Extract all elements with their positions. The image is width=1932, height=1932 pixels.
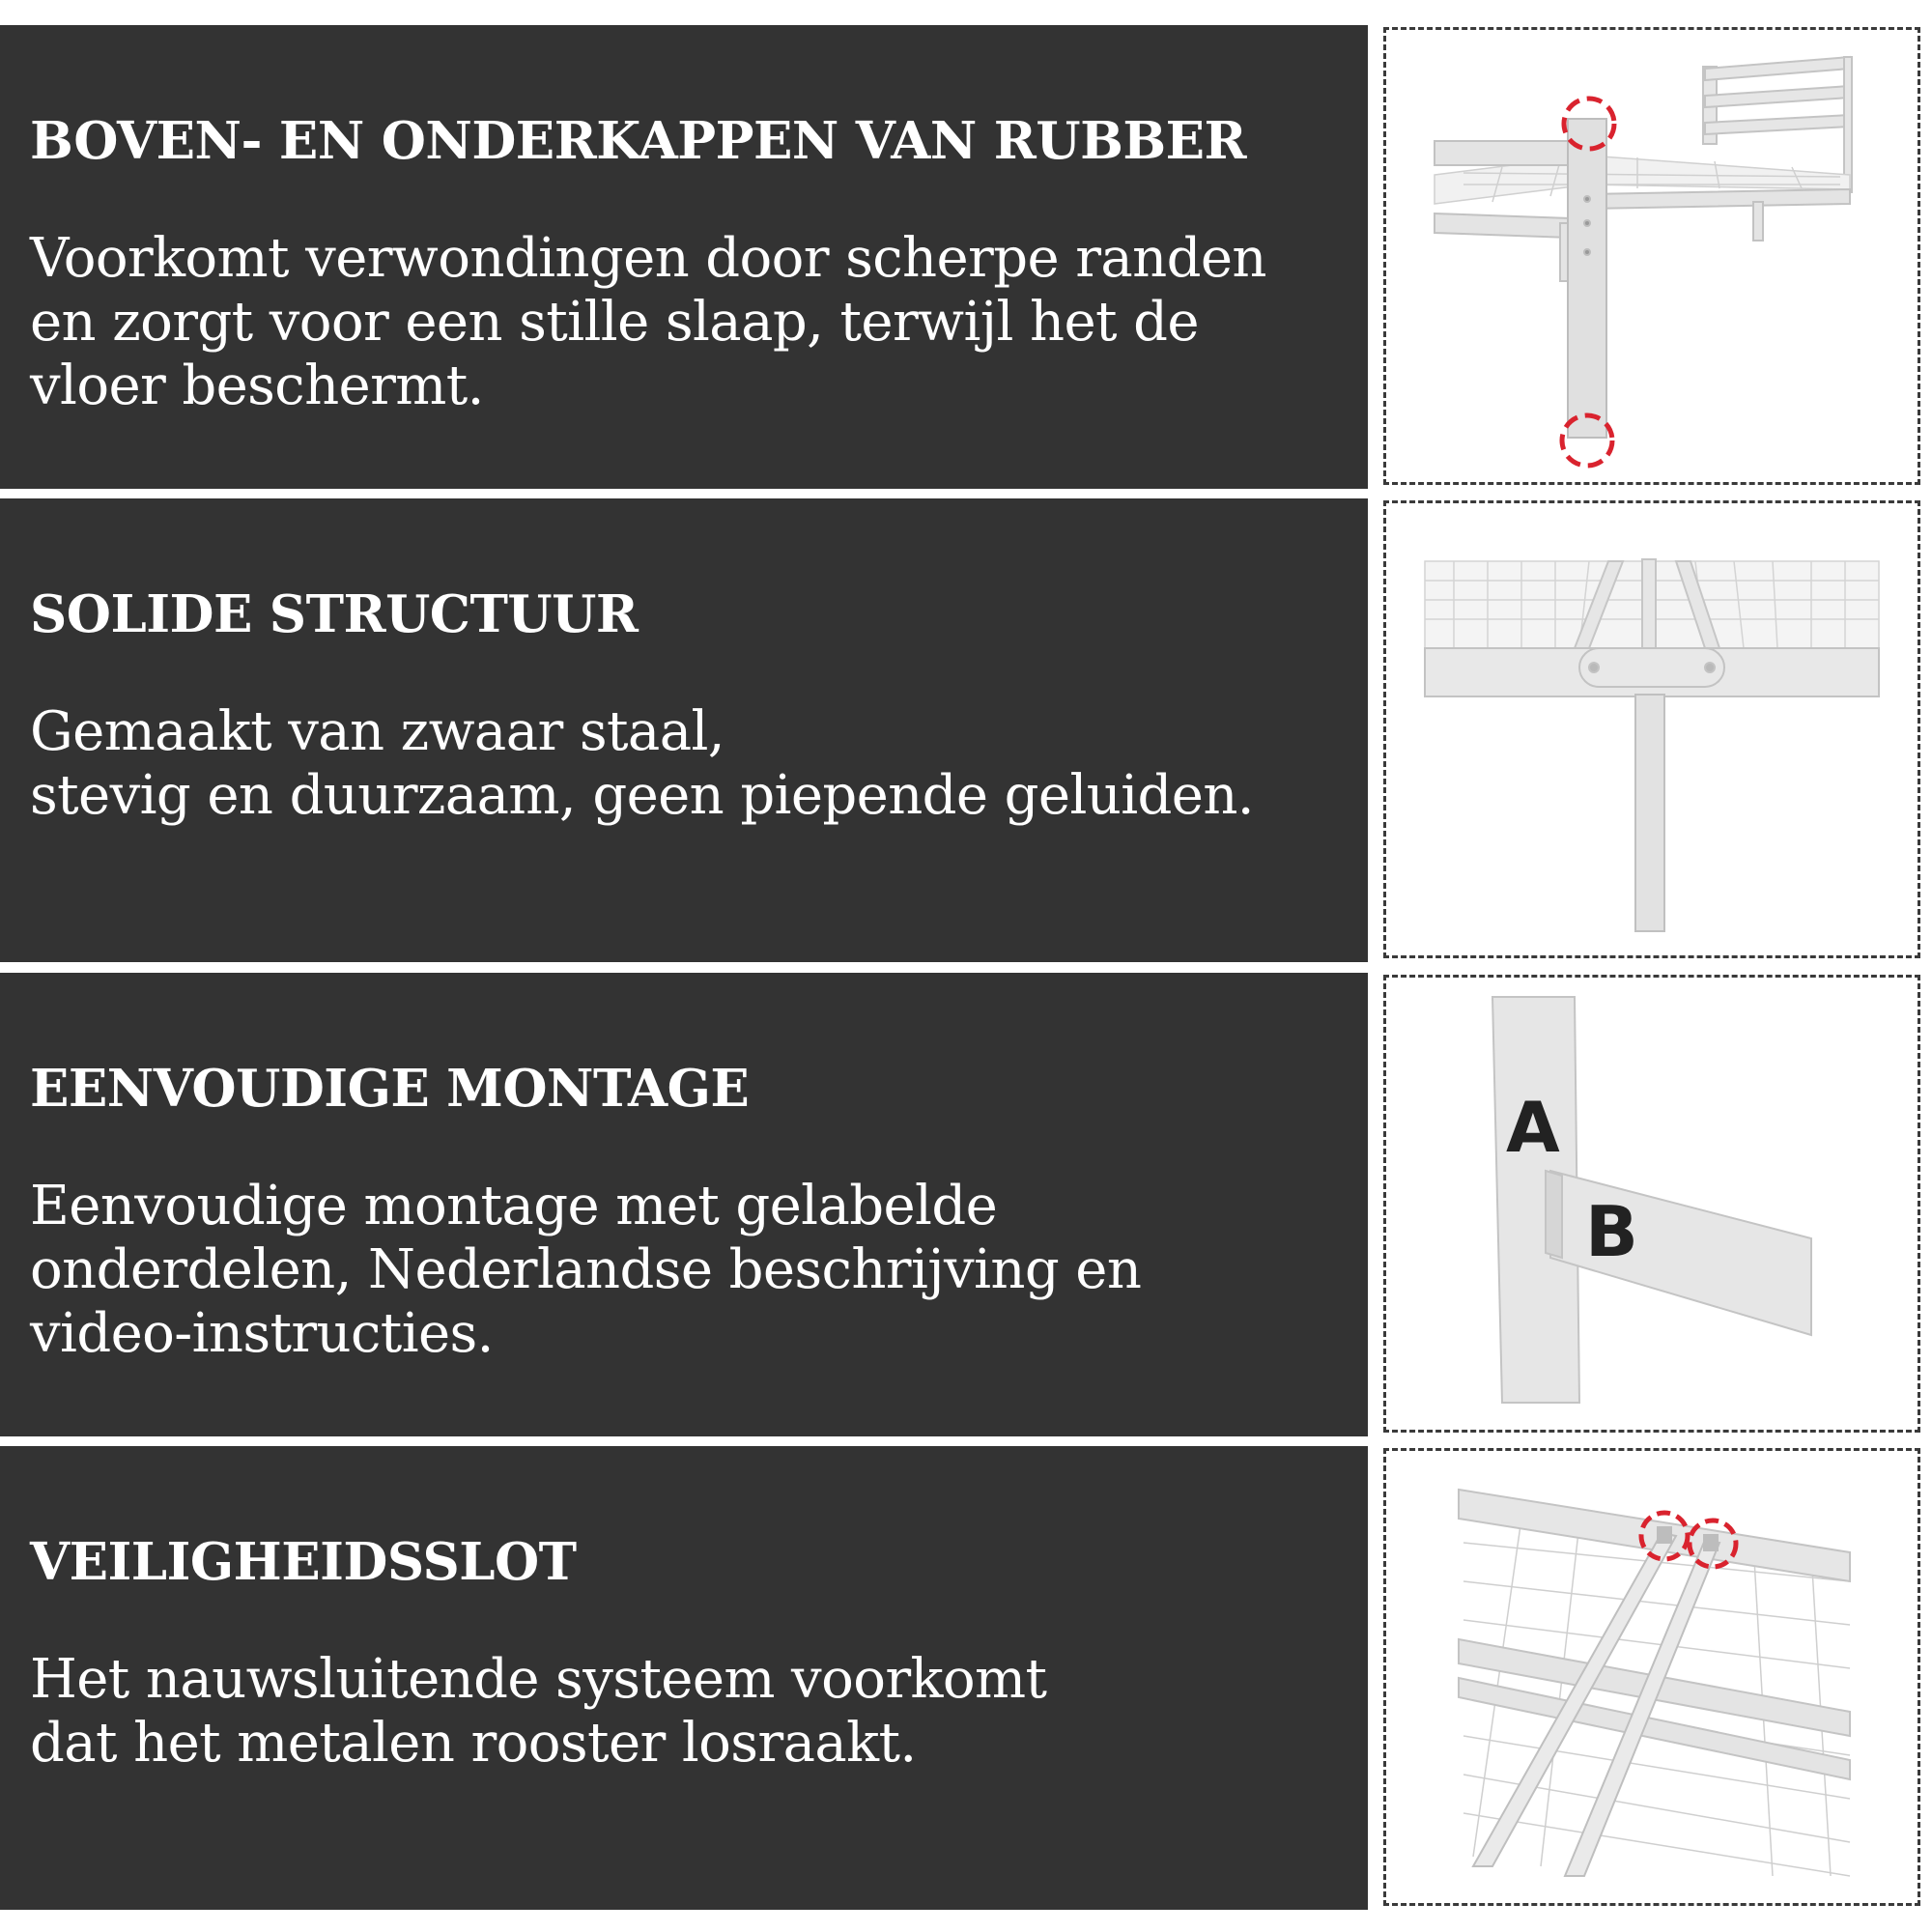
feature-description [30, 1175, 1339, 1366]
description-line: vloer beschermt. [30, 355, 484, 417]
back-leg [1753, 202, 1763, 241]
feature-row-easy-assembly [0, 973, 1932, 1436]
top-side-rail [1435, 141, 1575, 165]
feature-image-frame [1383, 975, 1920, 1433]
feature-title: EENVOUDIGE MONTAGE [30, 1059, 750, 1119]
feature-description [30, 700, 1339, 828]
feature-image-frame [1383, 27, 1920, 485]
feature-title: VEILIGHEIDSSLOT [30, 1532, 577, 1592]
feature-title: SOLIDE STRUCTUUR [30, 584, 639, 644]
lock-socket-right [1703, 1534, 1719, 1551]
leg [1635, 695, 1664, 931]
headboard-side-post [1844, 57, 1852, 192]
feature-title: BOVEN- EN ONDERKAPPEN VAN RUBBER [30, 111, 1247, 171]
foot-rail [1589, 189, 1850, 209]
side-rail [1435, 213, 1570, 238]
feature-description [30, 227, 1339, 418]
front-leg [1568, 119, 1606, 438]
feature-description [30, 1648, 1339, 1776]
headboard-rail-mid [1705, 86, 1850, 107]
headboard-rail-top [1705, 57, 1850, 80]
feature-image-frame [1383, 1448, 1920, 1906]
description-line: Gemaakt van zwaar staal, [30, 700, 724, 763]
description-line: stevig en duurzaam, geen piepende geluiden. [30, 764, 1254, 827]
rail-end-cap [1546, 1171, 1562, 1258]
feature-row-rubber-caps [0, 25, 1932, 489]
headboard-rail-low [1705, 115, 1850, 134]
main-rail [1425, 648, 1879, 696]
description-line: video-instructies. [30, 1302, 494, 1365]
bed-corner-rubber-caps-illustration [1386, 30, 1918, 482]
feature-text-panel [0, 973, 1368, 1436]
steel-frame-leg-illustration [1386, 503, 1918, 955]
lock-socket-left [1657, 1526, 1672, 1544]
feature-image-frame [1383, 500, 1920, 958]
description-line: Eenvoudige montage met gelabelde [30, 1175, 998, 1237]
part-label-a: A [1506, 1087, 1560, 1168]
grid-safety-lock-illustration [1386, 1451, 1918, 1903]
center-beam [1642, 559, 1656, 651]
description-line: dat het metalen rooster losraakt. [30, 1712, 917, 1775]
labeled-parts-joint-illustration [1386, 978, 1918, 1430]
feature-text-panel [0, 1446, 1368, 1910]
description-line: onderdelen, Nederlandse beschrijving en [30, 1238, 1142, 1301]
description-line: Voorkomt verwondingen door scherpe randen [30, 227, 1266, 290]
part-label-b: B [1585, 1191, 1638, 1272]
feature-text-panel [0, 498, 1368, 962]
feature-text-panel [0, 25, 1368, 489]
feature-row-safety-lock [0, 1446, 1932, 1910]
description-line: Het nauwsluitende systeem voorkomt [30, 1648, 1047, 1711]
description-line: en zorgt voor een stille slaap, terwijl het de [30, 291, 1199, 354]
feature-row-solid-structure [0, 498, 1932, 962]
